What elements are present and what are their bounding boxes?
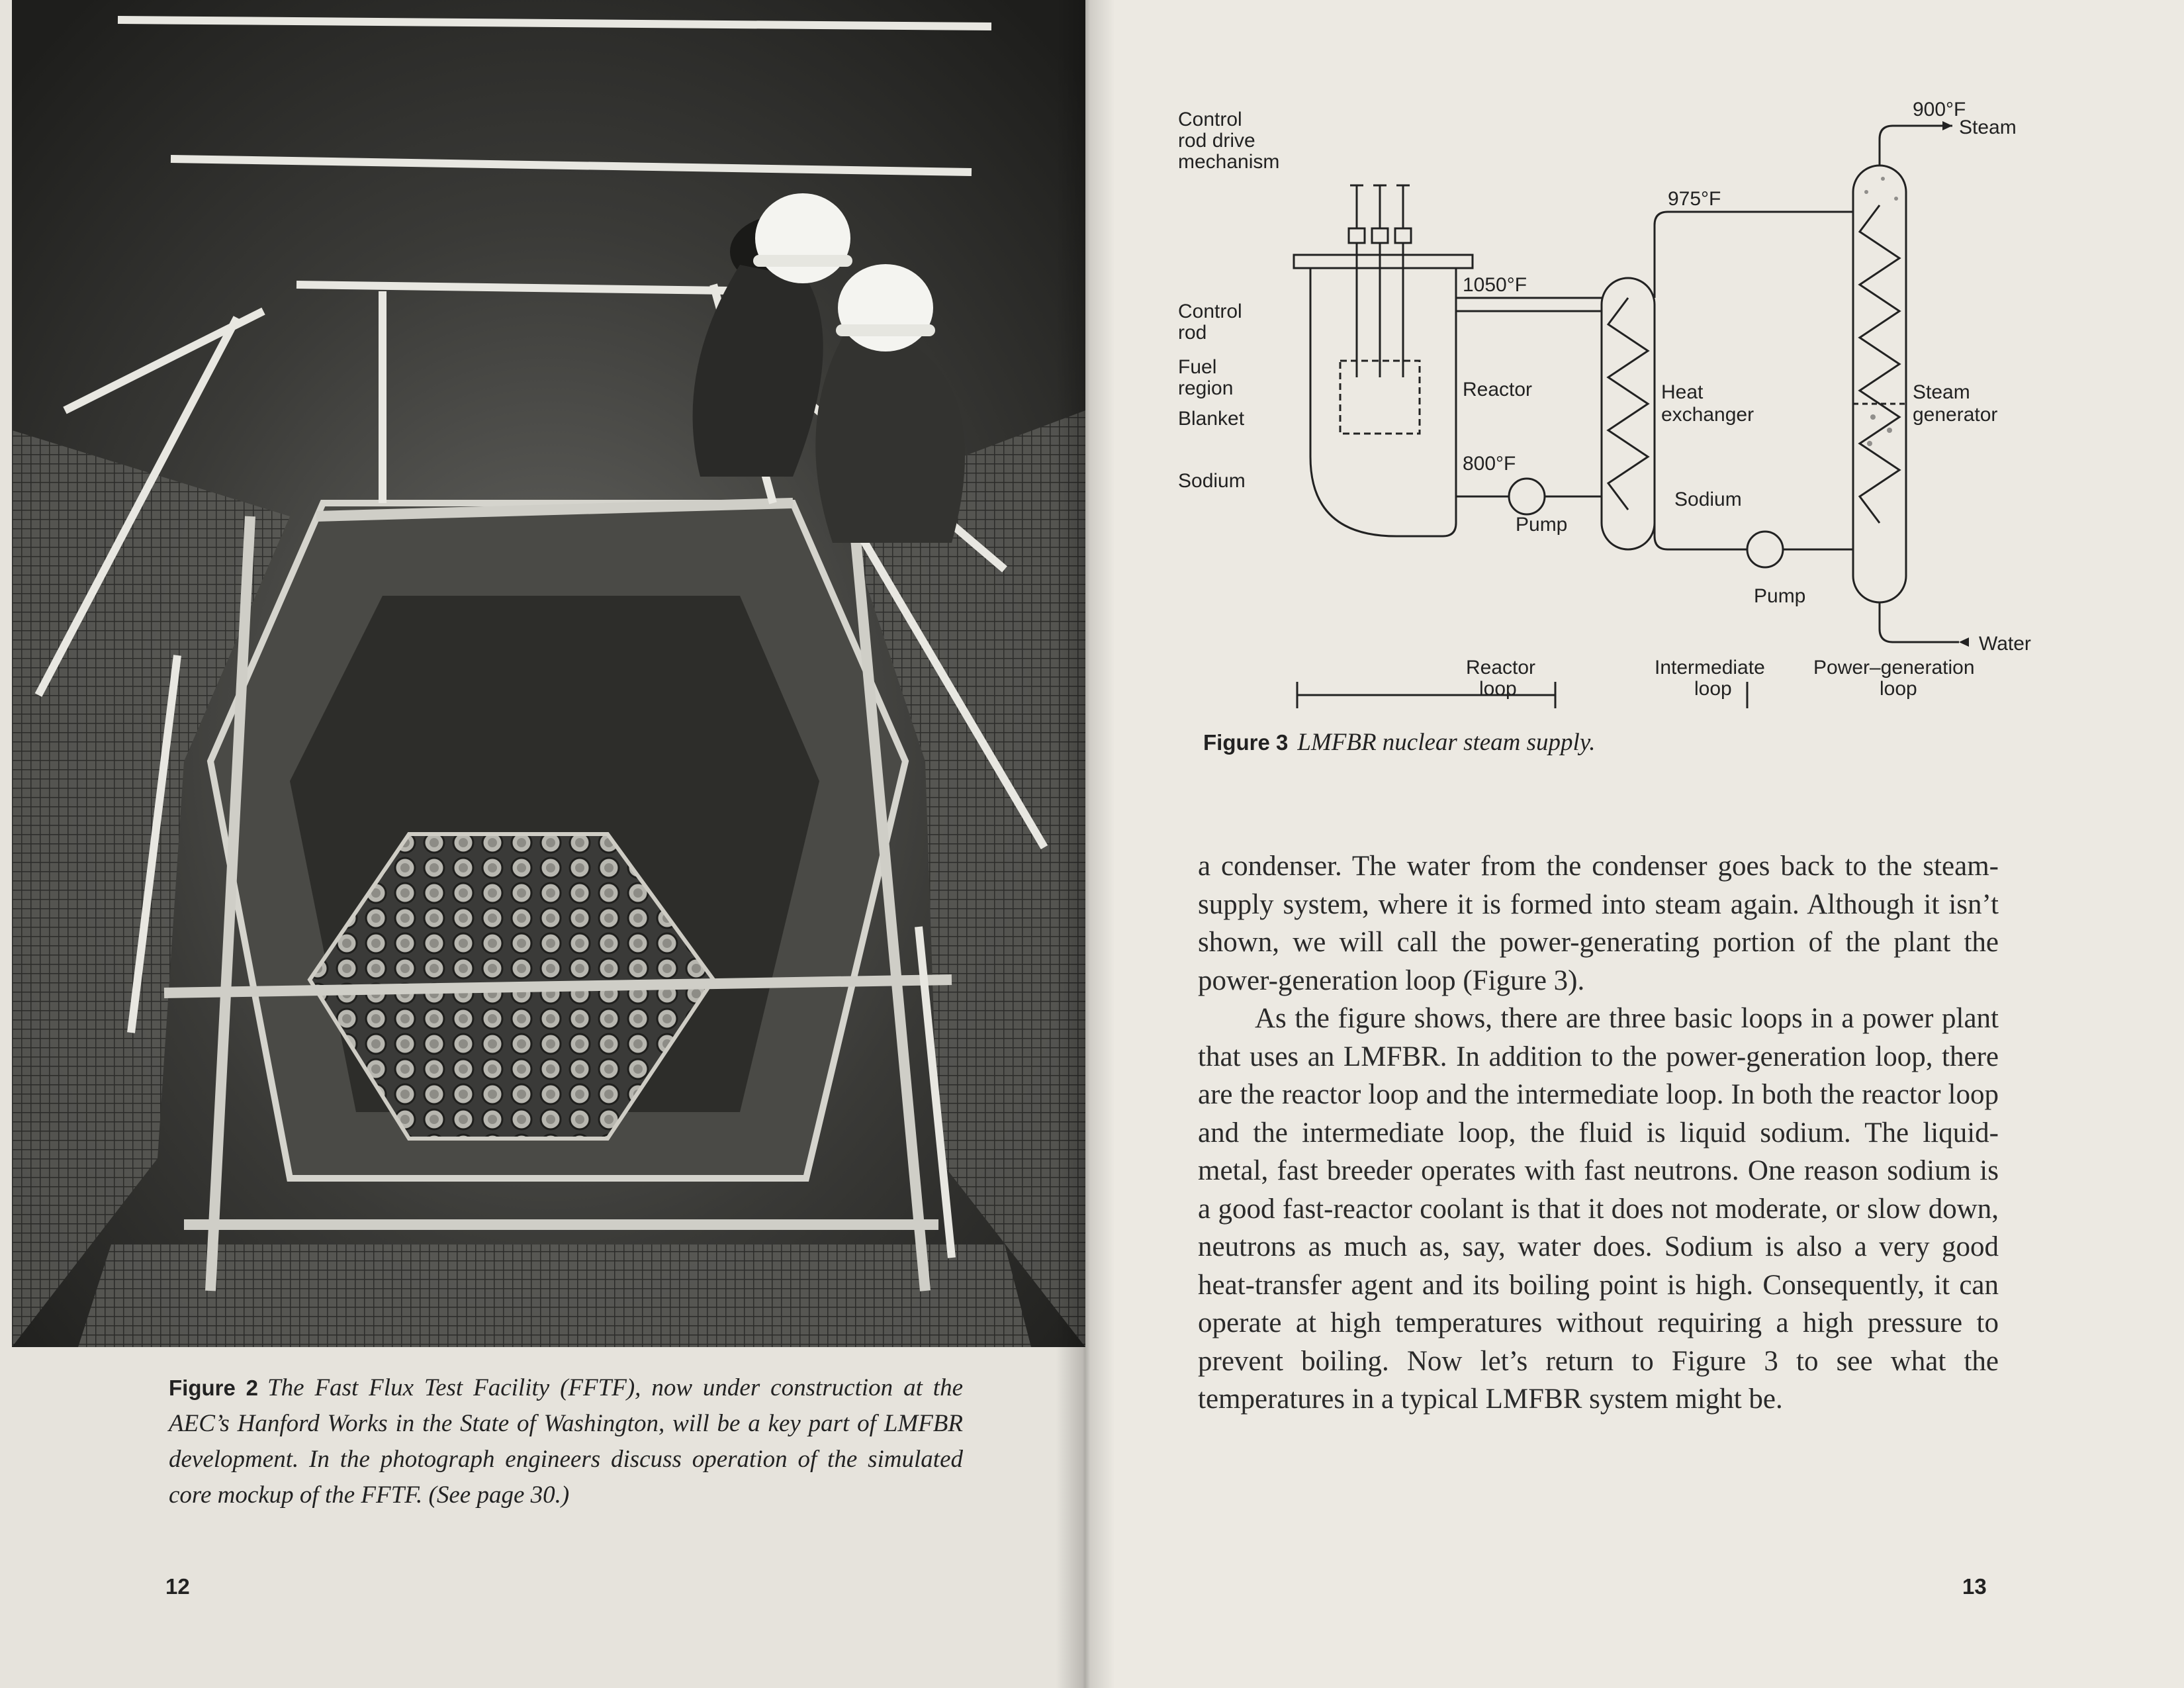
label-reactor: Reactor <box>1463 379 1533 400</box>
label-crdm-line2: rod drive <box>1178 130 1255 152</box>
label-heat-exchanger-line1: Heat <box>1661 381 1704 403</box>
fftf-photograph <box>12 0 1085 1347</box>
label-1050f: 1050°F <box>1463 274 1527 296</box>
label-reactor-loop-line2: loop <box>1479 678 1517 700</box>
label-crdm-line3: mechanism <box>1178 151 1280 173</box>
label-control-rod-line2: rod <box>1178 322 1207 344</box>
figure-3-label: Figure 3 <box>1203 730 1289 755</box>
label-fuel-line1: Fuel <box>1178 356 1217 378</box>
figure-2-caption-text: The Fast Flux Test Facility (FFTF), now under construction at the AEC’s Hanford Works in the State of Washington, will be a key part of LMFBR development. In the photograph engineers discuss operation of the simulated core mockup of the FFTF. (See page 30.) <box>169 1374 964 1509</box>
label-steam-generator-line2: generator <box>1913 404 1998 426</box>
label-steam: Steam <box>1959 117 2017 138</box>
body-text <box>1198 847 1999 1419</box>
label-crdm-line1: Control <box>1178 109 1242 130</box>
paragraph-2: As the figure shows, there are three basic loops in a power plant that uses an LMFBR. In addition to the power-generation loop, there are the reactor loop and the intermediate loop. In both the reactor loop and the intermediate loop, the fluid is liquid sodium. The liquid-metal, fast breeder operates with fast neutrons. One reason sodium is a good fast-reactor coolant is that it does not moderate, or slow down, neutrons as much as, say, water does. Sodium is also a very good heat-transfer agent and its boiling point is high. Consequently, it can operate at high temperatures without requiring a high pressure to prevent boiling. Now let’s return to Figure 3 to see what the temperatures in a typical LMFBR system might be. <box>1198 1003 1999 1415</box>
figure-2-label: Figure 2 <box>169 1376 259 1400</box>
label-sodium-right: Sodium <box>1674 489 1742 510</box>
left-page <box>0 0 1085 1688</box>
figure-3-caption <box>1203 728 1595 757</box>
label-steam-temp: 900°F <box>1913 99 1966 120</box>
label-fuel-line2: region <box>1178 377 1234 399</box>
label-power-generation-loop-line1: Power–generation <box>1813 657 1975 679</box>
label-975f: 975°F <box>1668 188 1721 210</box>
label-sodium-left: Sodium <box>1178 470 1246 492</box>
page-number-left: 12 <box>165 1574 190 1599</box>
label-power-generation-loop-line2: loop <box>1880 678 1917 700</box>
figure-3-caption-text: LMFBR nuclear steam supply. <box>1297 729 1596 756</box>
book-gutter <box>1056 0 1115 1688</box>
label-intermediate-loop-line1: Intermediate <box>1655 657 1765 679</box>
figure-2-caption <box>169 1370 963 1513</box>
paragraph-1: a condenser. The water from the condenser goes back to the steam-supply system, where it is formed into steam again. Although it isn’t shown, we will call the power-generating portion of the plant the power-generation loop (Figure 3). <box>1198 851 1999 996</box>
label-water: Water <box>1979 633 2031 655</box>
label-reactor-loop-line1: Reactor <box>1466 657 1536 679</box>
label-pump-1: Pump <box>1516 514 1568 536</box>
lmfbr-steam-supply-diagram <box>1178 99 2031 708</box>
label-800f: 800°F <box>1463 453 1516 475</box>
label-blanket: Blanket <box>1178 408 1245 430</box>
label-pump-2: Pump <box>1754 585 1806 607</box>
label-control-rod-line1: Control <box>1178 301 1242 322</box>
label-intermediate-loop-line2: loop <box>1694 678 1732 700</box>
label-heat-exchanger-line2: exchanger <box>1661 404 1754 426</box>
page-number-right: 13 <box>1962 1574 1987 1599</box>
label-steam-generator-line1: Steam <box>1913 381 1970 403</box>
